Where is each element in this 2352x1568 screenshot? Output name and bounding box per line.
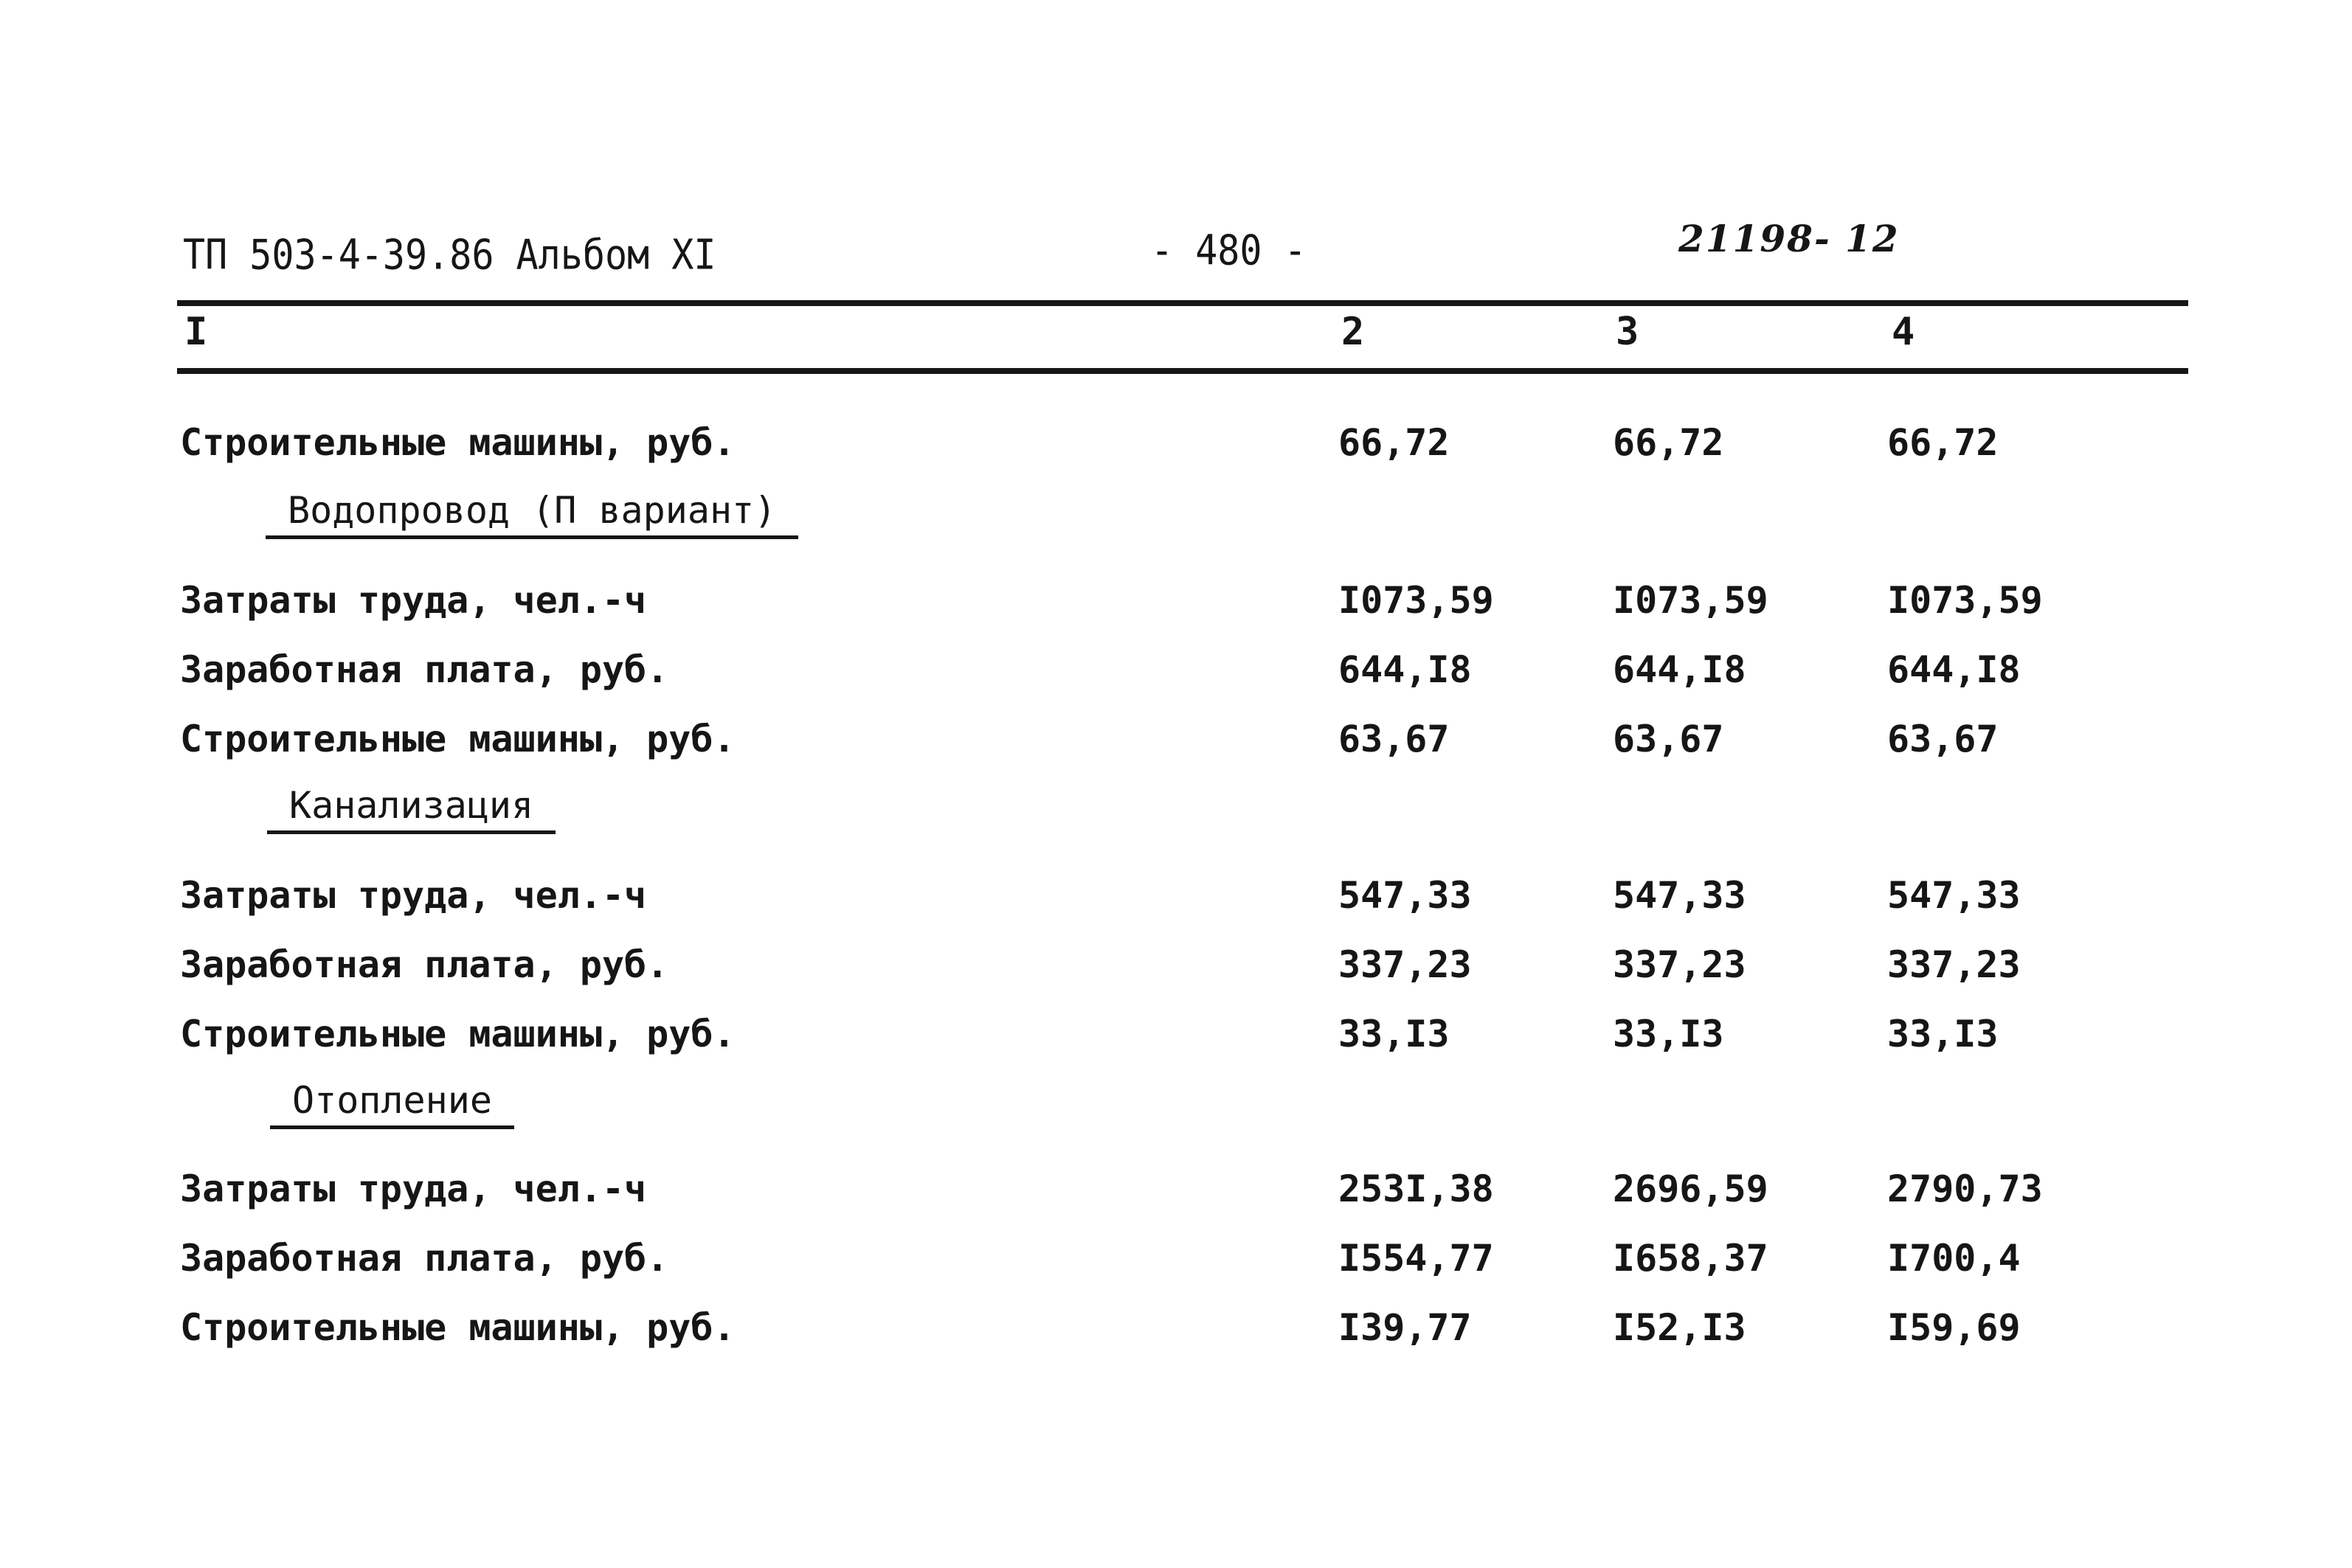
value-col-2: 63,67: [1338, 718, 1450, 760]
value-col-4: 2790,73: [1887, 1168, 2043, 1210]
column-number-4: 4: [1892, 310, 1915, 354]
table-row: [0, 872, 2352, 923]
table-row: [0, 1165, 2352, 1217]
value-col-3: 337,23: [1613, 943, 1746, 986]
value-col-2: 337,23: [1338, 943, 1472, 986]
row-label: Затраты труда, чел.-ч: [180, 579, 647, 622]
table-row: [0, 577, 2352, 628]
section-heading-heating: Отопление: [270, 1078, 514, 1129]
document-reference: ТП 503-4-39.86 Альбом XI: [183, 231, 716, 280]
handwritten-mark: 21198- 12: [1678, 217, 1900, 260]
value-col-3: 63,67: [1613, 718, 1724, 760]
value-col-3: I52,I3: [1613, 1306, 1746, 1349]
row-label: Затраты труда, чел.-ч: [180, 874, 647, 917]
value-col-4: 66,72: [1887, 421, 1999, 464]
table-row: [0, 1010, 2352, 1062]
value-col-2: I073,59: [1338, 579, 1494, 622]
value-col-4: 547,33: [1887, 874, 2021, 917]
table-header-rule: [177, 368, 2188, 374]
value-col-3: 644,I8: [1613, 648, 1746, 691]
value-col-4: 63,67: [1887, 718, 1999, 760]
value-col-2: 547,33: [1338, 874, 1472, 917]
column-number-1: I: [184, 310, 208, 354]
table-row: [0, 1304, 2352, 1356]
row-label: Строительные машины, руб.: [180, 1013, 736, 1055]
table-row: [0, 419, 2352, 471]
value-col-2: 253I,38: [1338, 1168, 1494, 1210]
value-col-2: I554,77: [1338, 1237, 1494, 1280]
value-col-4: I59,69: [1887, 1306, 2021, 1349]
value-col-4: I073,59: [1887, 579, 2043, 622]
table-row: [0, 715, 2352, 767]
value-col-2: 66,72: [1338, 421, 1450, 464]
page-number: - 480 -: [1151, 226, 1307, 275]
row-label: Заработная плата, руб.: [180, 1237, 669, 1280]
table-row: [0, 1235, 2352, 1286]
table-row: [0, 941, 2352, 993]
value-col-2: 33,I3: [1338, 1013, 1450, 1055]
value-col-4: 644,I8: [1887, 648, 2021, 691]
value-col-2: I39,77: [1338, 1306, 1472, 1349]
section-heading-sewerage: Канализация: [267, 783, 556, 834]
row-label: Затраты труда, чел.-ч: [180, 1168, 647, 1210]
row-label: Строительные машины, руб.: [180, 421, 736, 464]
table-row: [0, 646, 2352, 698]
value-col-3: 33,I3: [1613, 1013, 1724, 1055]
value-col-2: 644,I8: [1338, 648, 1472, 691]
value-col-3: I658,37: [1613, 1237, 1768, 1280]
row-label: Строительные машины, руб.: [180, 1306, 736, 1349]
section-heading-water-supply: Водопровод (П вариант): [266, 488, 798, 539]
column-number-3: 3: [1616, 310, 1639, 354]
row-label: Строительные машины, руб.: [180, 718, 736, 760]
table-top-rule: [177, 300, 2188, 306]
value-col-4: 33,I3: [1887, 1013, 1999, 1055]
column-number-2: 2: [1341, 310, 1365, 354]
value-col-4: I700,4: [1887, 1237, 2021, 1280]
value-col-3: 547,33: [1613, 874, 1746, 917]
row-label: Заработная плата, руб.: [180, 648, 669, 691]
value-col-3: I073,59: [1613, 579, 1768, 622]
row-label: Заработная плата, руб.: [180, 943, 669, 986]
value-col-3: 2696,59: [1613, 1168, 1768, 1210]
value-col-4: 337,23: [1887, 943, 2021, 986]
value-col-3: 66,72: [1613, 421, 1724, 464]
